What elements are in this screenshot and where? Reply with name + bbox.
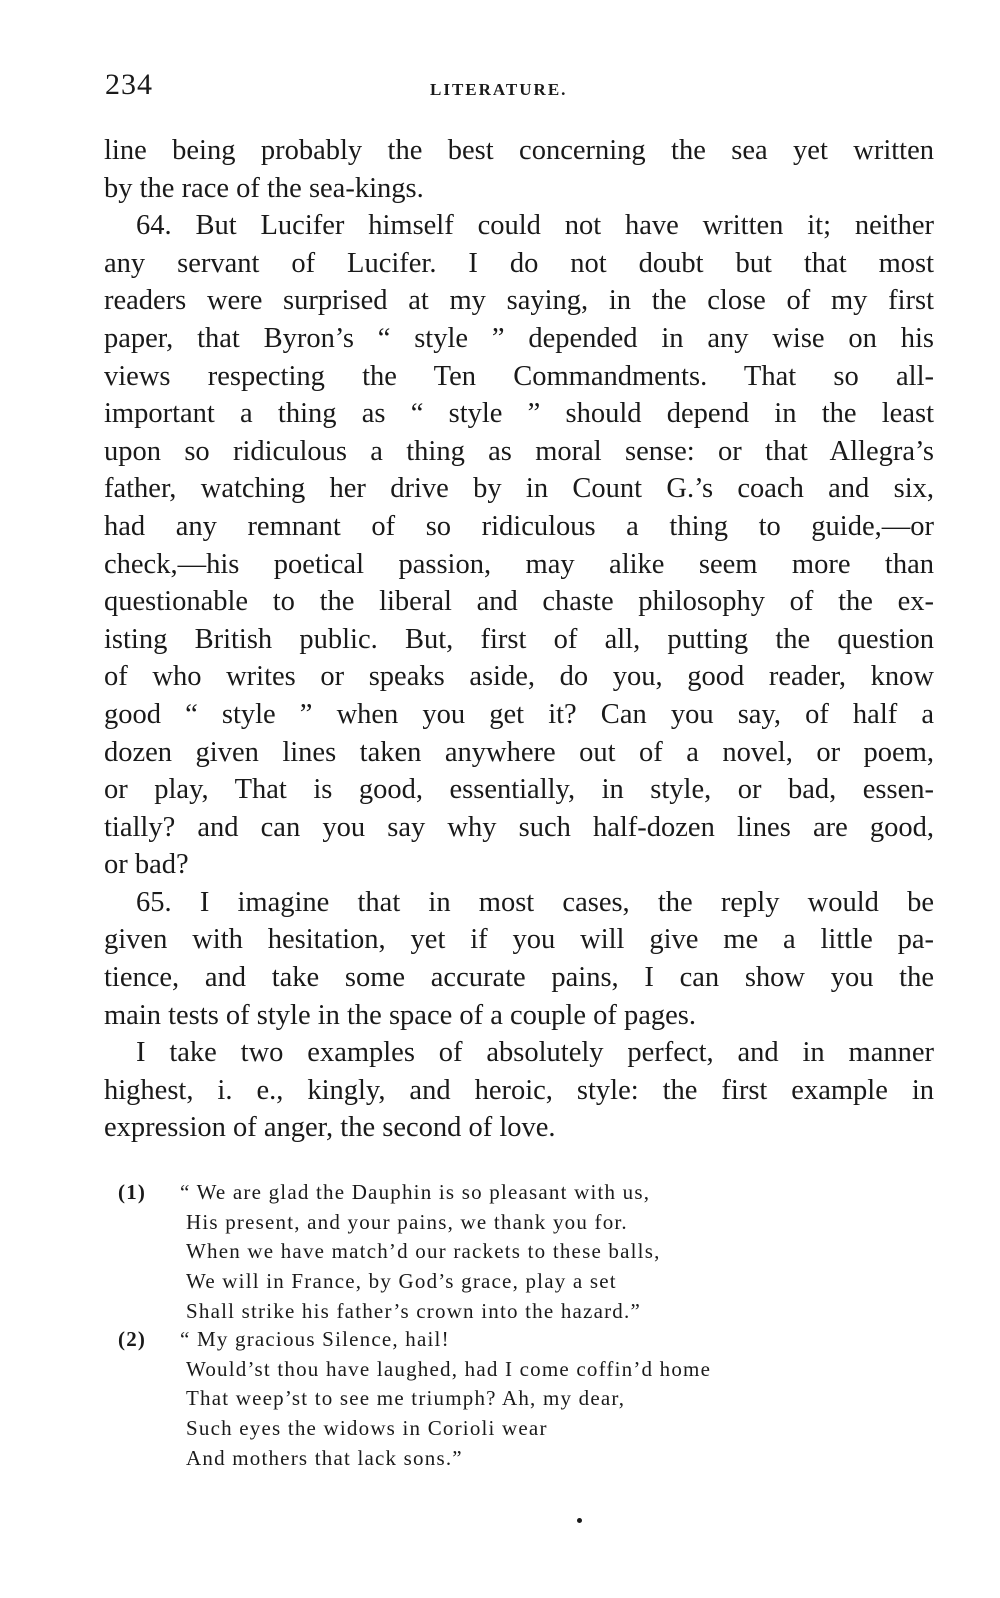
quote-line: We will in France, by God’s grace, play a set	[186, 1269, 617, 1294]
paragraph-65-start: 65. I imagine that in most cases, the reply would be	[136, 886, 934, 918]
text-line: main tests of style in the space of a couple of pages.	[104, 999, 696, 1031]
text-line: views respecting the Ten Commandments. That so all-	[104, 360, 934, 392]
text-line: tially? and can you say why such half-dozen lines are good,	[104, 811, 934, 843]
quote-line: (2) “ My gracious Silence, hail!	[118, 1325, 878, 1355]
page-header	[105, 68, 935, 108]
text-line: readers were surprised at my saying, in the close of my first	[104, 285, 934, 317]
text-line: of who writes or speaks aside, do you, good reader, know	[104, 661, 934, 693]
page-number: 234	[105, 68, 153, 101]
text-line: good “ style ” when you get it? Can you say, of half a	[104, 698, 934, 730]
running-head: LITERATURE.	[430, 80, 568, 99]
text-line: isting British public. But, first of all, putting the question	[104, 623, 934, 655]
text-line: check,—his poetical passion, may alike seem more than	[104, 548, 934, 580]
ink-dot	[577, 1518, 582, 1523]
quote-line: And mothers that lack sons.”	[186, 1445, 463, 1470]
body-text	[104, 132, 934, 1147]
quote-1	[118, 1178, 878, 1326]
paragraph-64-start: 64. But Lucifer himself could not have written it; neither	[136, 210, 934, 242]
quote-line: When we have match’d our rackets to these balls,	[186, 1239, 661, 1264]
text-line: given with hesitation, yet if you will give me a little pa-	[104, 924, 934, 956]
quote-2	[118, 1325, 878, 1473]
text-line: upon so ridiculous a thing as moral sense: or that Allegra’s	[104, 435, 934, 467]
quote-line: That weep’st to see me triumph? Ah, my dear,	[186, 1386, 626, 1411]
text-line: expression of anger, the second of love.	[104, 1112, 556, 1144]
text-line: or play, That is good, essentially, in style, or bad, essen-	[104, 774, 934, 806]
quote-line: (1) “ We are glad the Dauphin is so pleasant with us,	[118, 1178, 878, 1208]
text-line: highest, i. e., kingly, and heroic, style: the first example in	[104, 1074, 934, 1106]
text-line: had any remnant of so ridiculous a thing to guide,—or	[104, 510, 934, 542]
text-line: by the race of the sea-kings.	[104, 172, 424, 204]
quote-line: Would’st thou have laughed, had I come coffin’d home	[186, 1356, 712, 1381]
text-line: paper, that Byron’s “ style ” depended in any wise on his	[104, 322, 934, 354]
quote-line: Shall strike his father’s crown into the hazard.”	[186, 1298, 641, 1323]
text-line: dozen given lines taken anywhere out of a novel, or poem,	[104, 736, 934, 768]
text-line: important a thing as “ style ” should depend in the least	[104, 398, 934, 430]
quote-number: (1)	[118, 1180, 147, 1204]
text-line: questionable to the liberal and chaste philosophy of the ex-	[104, 586, 934, 618]
quote-line: His present, and your pains, we thank you for.	[186, 1209, 628, 1234]
text-line: any servant of Lucifer. I do not doubt but that most	[104, 247, 934, 279]
text-line: tience, and take some accurate pains, I can show you the	[104, 962, 934, 994]
text-line: father, watching her drive by in Count G.’s coach and six,	[104, 473, 934, 505]
quote-number: (2)	[118, 1327, 147, 1351]
text-line: line being probably the best concerning the sea yet written	[104, 135, 934, 166]
quote-line: Such eyes the widows in Corioli wear	[186, 1416, 548, 1441]
paragraph-examples-start: I take two examples of absolutely perfect, and in manner	[136, 1037, 934, 1069]
text-line: or bad?	[104, 849, 189, 881]
